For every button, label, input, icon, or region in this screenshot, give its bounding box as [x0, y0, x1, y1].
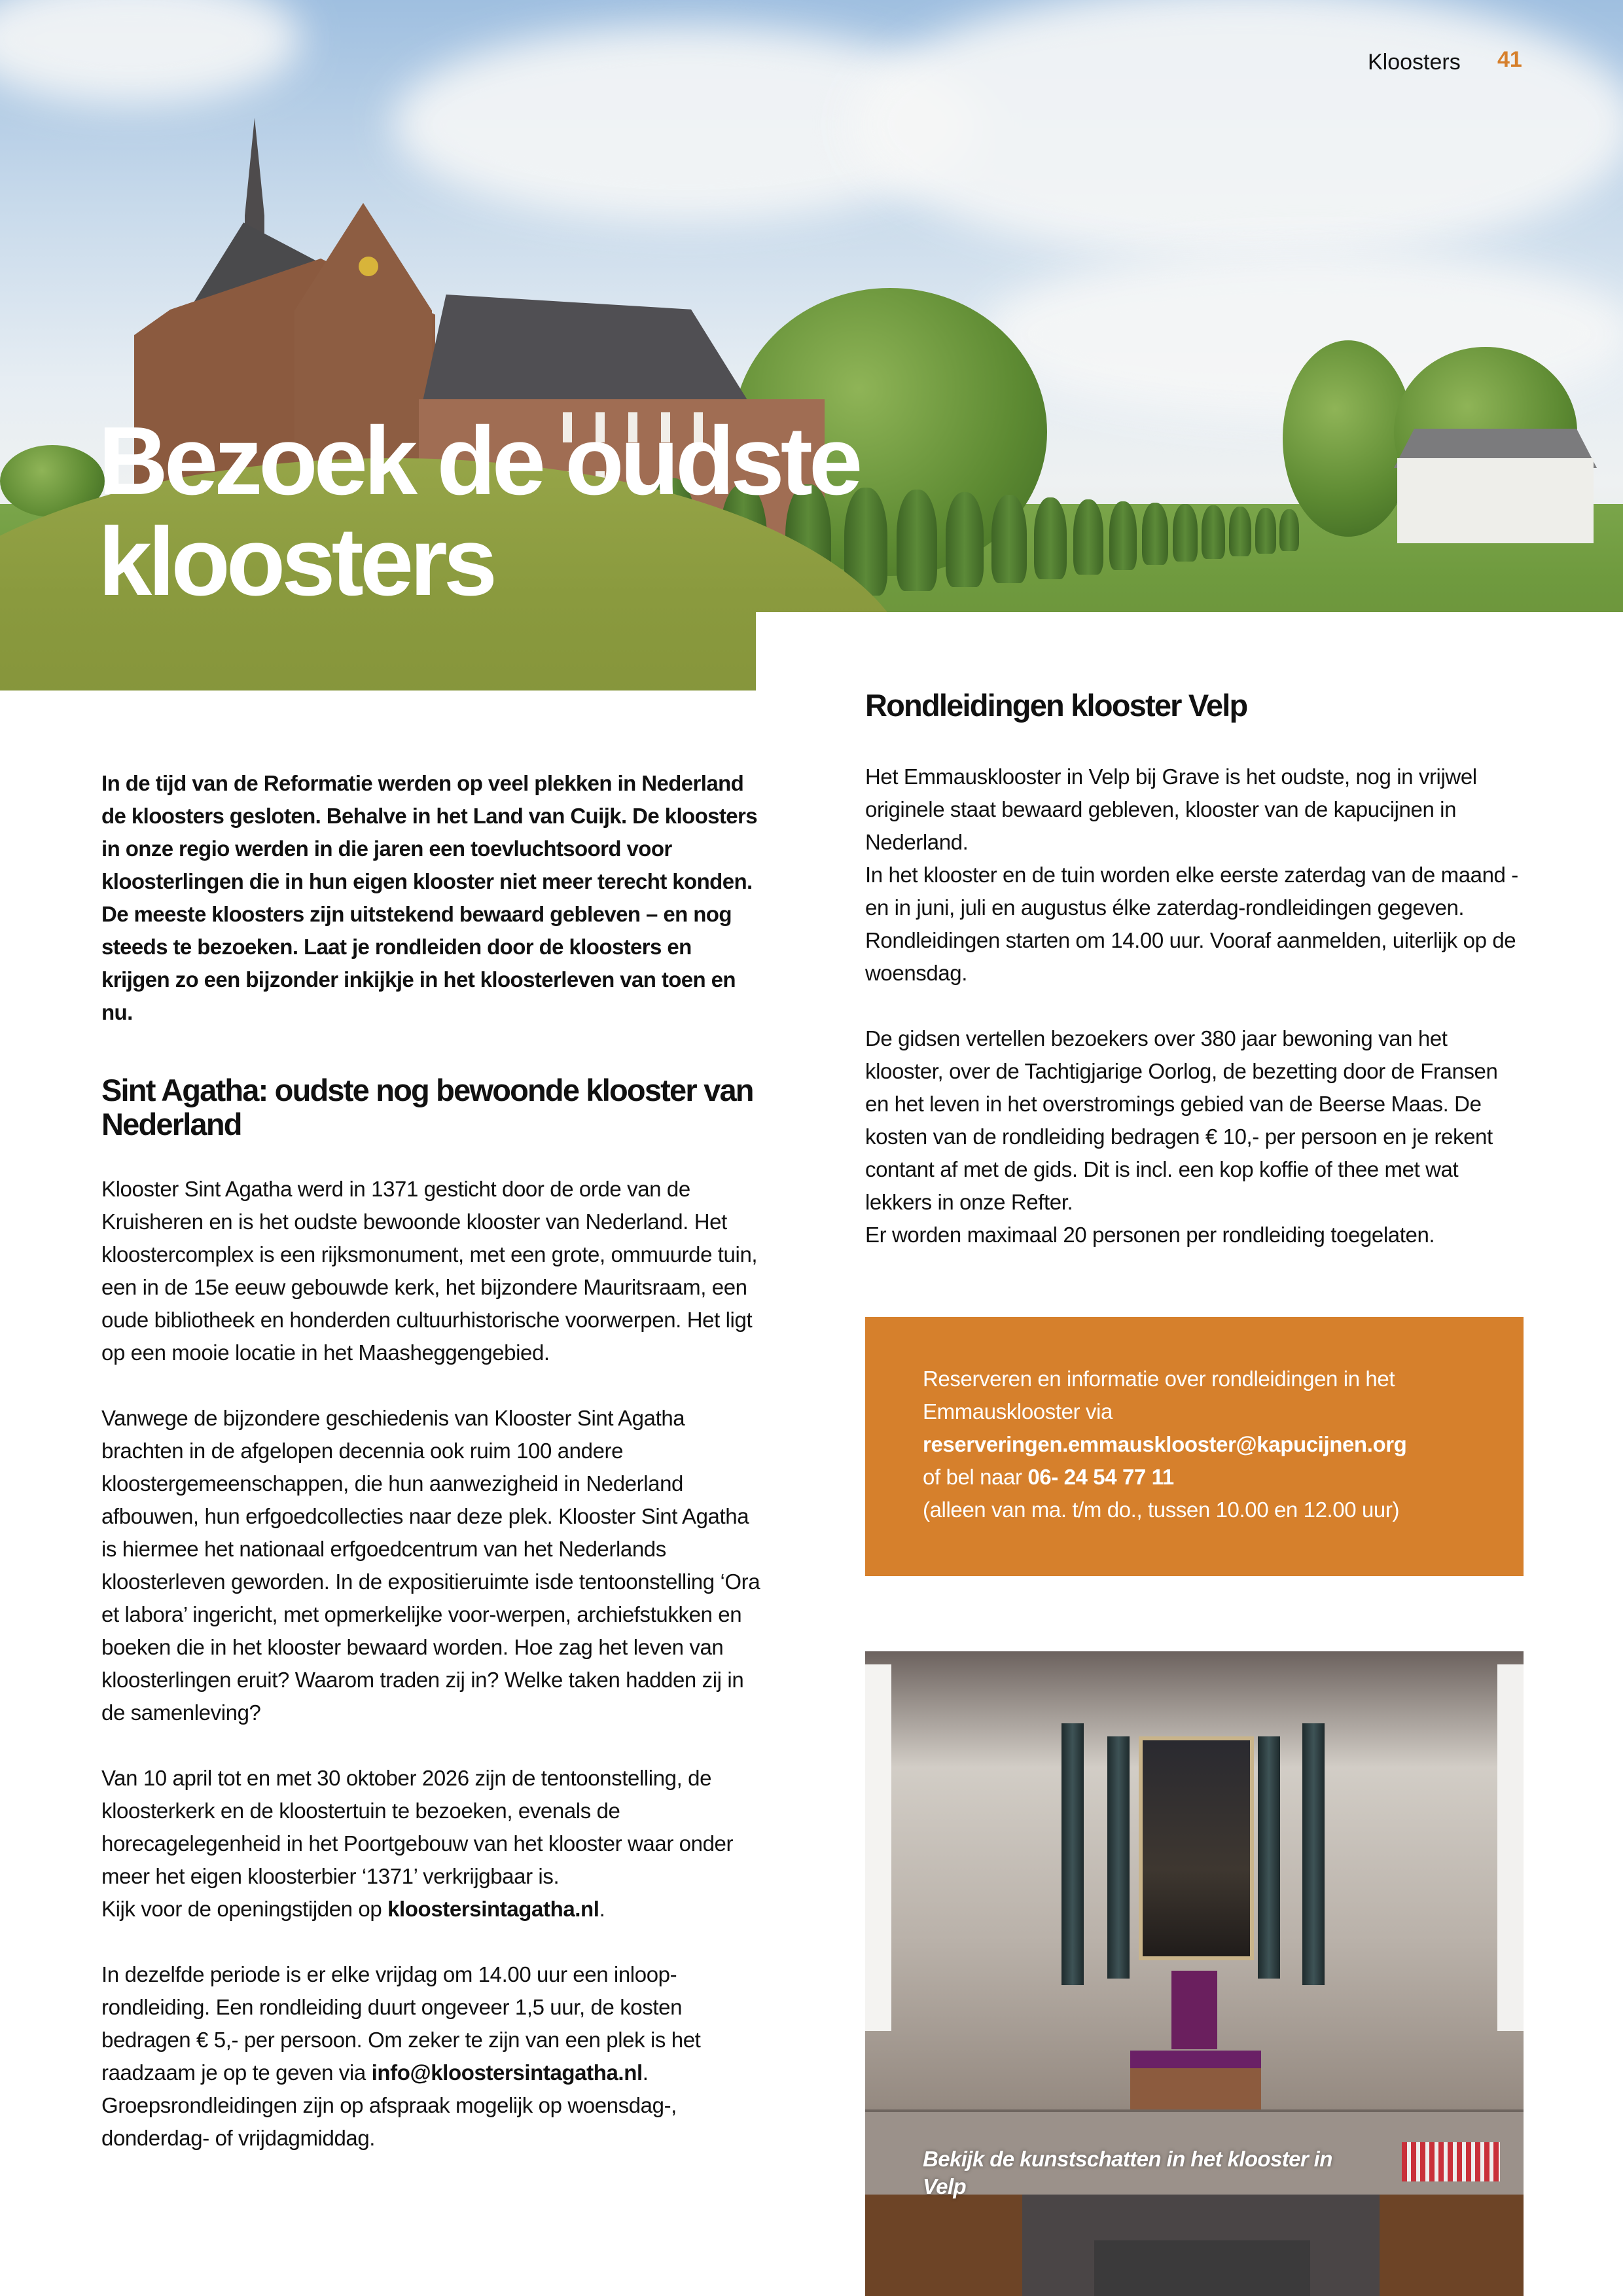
- hedge-tree: [1229, 507, 1251, 556]
- paragraph-text: Van 10 april tot en met 30 oktober 2026 zijn de tentoonstelling, de kloosterkerk en de kloostertuin te bezoeken, evenals de horecagelegenheid in het Poortgebouw van het klooster waar onder meer het eigen kloosterbier ‘1371’ verkrijgbaar is.: [101, 1766, 734, 1888]
- reservation-email-link[interactable]: reserveringen.emmausklooster@kapucijnen.org: [923, 1432, 1407, 1456]
- website-link[interactable]: kloostersintagatha.nl: [387, 1897, 599, 1921]
- paragraph-text: In dezelfde periode is er elke vrijdag om 14.00 uur een inloop-rondleiding. Een rondleiding duurt ongeveer 1,5 uur, de kosten bedragen € 5,- per persoon. Om zeker te zijn van een plek is het raadzaam je op te geven via: [101, 1962, 701, 2085]
- paragraph-text: In het klooster en de tuin worden elke eerste zaterdag van de maand -en in juni, juli en augustus élke zaterdag-rondleidingen gegeven. Rondleidingen starten om 14.00 uur. Vooraf aanmelden, uiterlijk op de woensdag.: [865, 863, 1518, 985]
- photo-column: [1302, 1723, 1325, 1985]
- right-column: [865, 689, 1526, 1251]
- email-link[interactable]: info@kloostersintagatha.nl: [371, 2060, 643, 2085]
- hedge-tree: [1034, 497, 1067, 579]
- intro-paragraph-1: In de tijd van de Reformatie werden op veel plekken in Nederland de kloosters gesloten. Behalve in het Land van Cuijk. De kloosters in onze regio werden in die jaren een toevluchtsoord voor kloosterlingen die in hun eigen klooster niet meer terecht konden.: [101, 771, 758, 893]
- page-number: 41: [1497, 47, 1522, 72]
- altar-cloth: [1171, 1971, 1217, 2049]
- hedge-tree: [1279, 509, 1299, 551]
- phone-line: [923, 1461, 1466, 1494]
- velp-paragraph-1: [865, 761, 1526, 990]
- intro-paragraph-2: De meeste kloosters zijn uitstekend bewaard gebleven – en nog steeds te bezoeken. Laat je rondleiden door de kloosters en krijgen zo een bijzonder inkijkje in het kloosterleven van toen en nu.: [101, 902, 736, 1024]
- section-heading-sint-agatha: Sint Agatha: oudste nog bewoonde klooster van Nederland: [101, 1073, 753, 1141]
- hedge-tree: [1255, 508, 1276, 554]
- punctuation: .: [599, 1897, 605, 1921]
- hedge-tree: [1142, 503, 1168, 565]
- pew: [1380, 2195, 1524, 2296]
- farmhouse: [1397, 458, 1594, 543]
- sint-agatha-paragraph-1: Klooster Sint Agatha werd in 1371 gesticht door de orde van de Kruisheren en is het oudste bewoonde klooster van Nederland. Het kloostercomplex is een rijksmonument, met een grote, ommuurde tuin, een in de 15e eeuw gebouwde kerk, het bijzondere Mauritsraam, een oude bibliotheek en honderden cultuurhistorische voorwerpen. Het ligt op een mooie locatie in het Maasheggengebied.: [101, 1177, 758, 1365]
- photo-column: [1061, 1723, 1084, 1985]
- hedge-tree: [991, 495, 1027, 583]
- church-clock: [359, 257, 378, 276]
- sint-agatha-paragraph-4: [101, 1958, 762, 2155]
- photo-window: [865, 1664, 891, 2031]
- votive-candles: [1402, 2142, 1500, 2181]
- sint-agatha-paragraph-3: [101, 1762, 762, 1926]
- velp-paragraph-2: [865, 1022, 1526, 1251]
- info-text: Reserveren en informatie over rondleidingen in het Emmausklooster via: [923, 1367, 1395, 1424]
- paragraph-text: Groepsrondleidingen zijn op afspraak mogelijk op woensdag-, donderdag- of vrijdagmiddag.: [101, 2093, 677, 2150]
- photo-column: [1258, 1736, 1280, 1979]
- photo-column: [1107, 1736, 1130, 1979]
- photo-window: [1497, 1664, 1524, 2031]
- sint-agatha-paragraph-2: Vanwege de bijzondere geschiedenis van Klooster Sint Agatha brachten in de afgelopen decennia ook ruim 100 andere kloostergemeenschappen, die hun aanwezigheid in Nederland afbouwen, hun erfgoedcollecties naar deze plek. Klooster Sint Agatha is hiermee het nationaal erfgoedcentrum van het Nederlands kloosterleven geworden. In de expositieruimte isde tentoonstelling ‘Ora et labora’ ingericht, met opmerkelijke voor-werpen, archiefstukken en boeken die in het klooster bewaard worden. Hoe zag het leven van kloosterlingen eruit? Waarom traden zij in? Welke taken hadden zij in de samenleving?: [101, 1406, 760, 1725]
- paragraph-text: De gidsen vertellen bezoekers over 380 jaar bewoning van het klooster, over de Tachtigjarige Oorlog, de bezetting door de Fransen en het leven in het overstromings gebied van de Beerse Maas. De kosten van de rondleiding bedragen € 10,- per persoon en je rekent contant af met de gids. Dit is incl. een kop koffie of thee met wat lekkers in onze Refter.: [865, 1026, 1498, 1214]
- hedge-tree: [1073, 499, 1103, 575]
- hedge-tree: [1202, 505, 1225, 559]
- hedge-tree: [1173, 504, 1198, 562]
- section-heading-velp: Rondleidingen klooster Velp: [865, 688, 1247, 723]
- tombstone: [1094, 2240, 1310, 2296]
- pew: [865, 2195, 1022, 2296]
- paragraph-text: Het Emmausklooster in Velp bij Grave is het oudste, nog in vrijwel originele staat bewaard gebleven, klooster van de kapucijnen in Nederland.: [865, 764, 1477, 854]
- running-head: Kloosters: [1368, 50, 1461, 75]
- punctuation: .: [642, 2060, 649, 2085]
- hedge-tree: [946, 492, 984, 587]
- hero-notch: [756, 612, 1623, 691]
- hedge-tree: [1109, 501, 1137, 570]
- paragraph-text: Er worden maximaal 20 personen per rondleiding toegelaten.: [865, 1223, 1435, 1247]
- info-text: of bel naar: [923, 1465, 1028, 1489]
- left-column: [101, 767, 762, 2155]
- altar-painting: [1139, 1736, 1254, 1960]
- photo-caption: Bekijk de kunstschatten in het klooster in Velp: [923, 2147, 1332, 2198]
- opening-hours: (alleen van ma. t/m do., tussen 10.00 en 12.00 uur): [923, 1498, 1400, 1522]
- page-title: Bezoek de oudste kloosters: [98, 407, 859, 616]
- altar: [1130, 2051, 1261, 2109]
- phone-number[interactable]: 06- 24 54 77 11: [1027, 1465, 1174, 1489]
- paragraph-text: Kijk voor de openingstijden op: [101, 1897, 388, 1921]
- reservation-info-box: [865, 1317, 1524, 1576]
